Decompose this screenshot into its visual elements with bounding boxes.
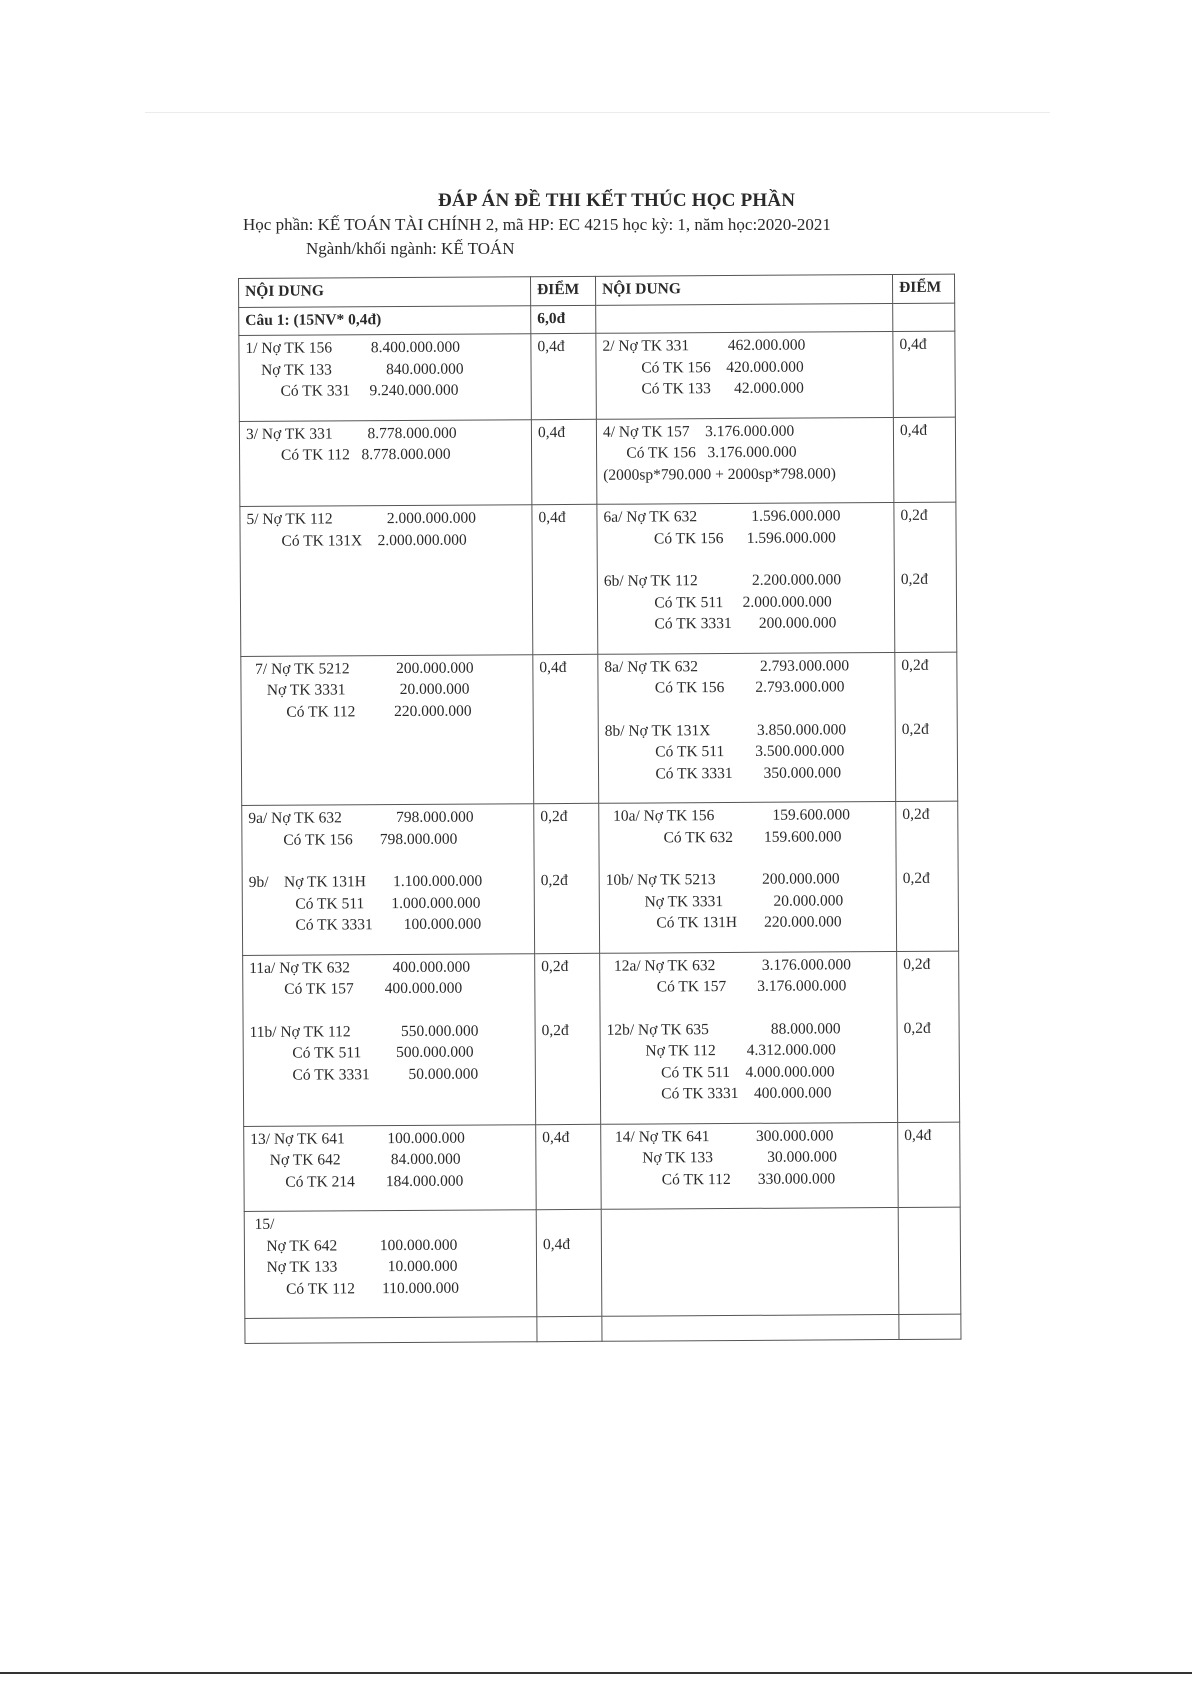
entry-line: Có TK 156 3.176.000.000	[603, 443, 797, 462]
score-value	[900, 505, 949, 548]
score-text: 0,4đ	[904, 1126, 932, 1144]
major-line: Ngành/khối ngành: KẾ TOÁN	[306, 239, 515, 258]
table-row	[241, 652, 958, 806]
journal-entry	[607, 1125, 891, 1191]
entry-line: 4/ Nợ TK 157 3.176.000.000	[602, 422, 795, 441]
score-text: 0,2đ	[903, 1019, 931, 1037]
score-text: 0,2đ	[903, 955, 931, 973]
journal-entry	[606, 868, 890, 934]
score-text: 0,2đ	[902, 869, 930, 887]
score-value	[542, 1126, 594, 1191]
header-content-right: NỘI DUNG	[595, 275, 892, 305]
journal-entry	[605, 719, 889, 785]
score-text: 0,4đ	[899, 421, 928, 439]
entry-line: 12a/ Nợ TK 632 3.176.000.000	[606, 955, 851, 975]
entry-line: Nợ TK 3331 20.000.000	[247, 680, 470, 699]
journal-entry	[248, 806, 527, 851]
entry-score-left	[532, 504, 598, 654]
score-value	[904, 1017, 954, 1103]
entry-score-left	[536, 1124, 602, 1210]
blank-cell	[899, 1314, 961, 1339]
journal-entry	[250, 1020, 529, 1086]
entry-line: (2000sp*790.000 + 2000sp*798.000)	[603, 464, 836, 484]
entry-line: Có TK 112 8.778.000.000	[246, 445, 451, 464]
entry-score-left	[535, 953, 601, 1124]
table-row	[244, 1207, 961, 1318]
entry-content-right	[600, 951, 898, 1124]
entry-line: 6a/ Nợ TK 632 1.596.000.000	[603, 507, 841, 526]
entry-line: Có TK 156 1.596.000.000	[603, 528, 836, 548]
entry-line: 10b/ Nợ TK 5213 200.000.000	[605, 870, 840, 889]
entry-content-left	[239, 334, 532, 421]
score-text: 0,4đ	[538, 509, 566, 527]
entry-score-left	[531, 333, 597, 419]
journal-entry	[604, 569, 888, 635]
question-label: Câu 1: (15NV* 0,4đ)	[239, 305, 531, 335]
entry-line: 3/ Nợ TK 331 8.778.000.000	[245, 424, 457, 443]
entry-content-right	[598, 652, 896, 803]
entry-line: Có TK 214 184.000.000	[250, 1172, 464, 1191]
entry-score-right	[898, 1207, 961, 1314]
entry-line: 8a/ Nợ TK 632 2.793.000.000	[604, 656, 850, 676]
blank-cell	[602, 1314, 899, 1341]
blank-cell	[537, 1316, 602, 1341]
header-score-right: ĐIỂM	[892, 274, 954, 303]
score-text: 0,2đ	[541, 957, 569, 975]
entry-score-left	[536, 1209, 602, 1316]
entry-content-right	[596, 417, 894, 504]
score-value	[903, 953, 952, 996]
score-value	[901, 569, 950, 634]
entry-line: 1/ Nợ TK 156 8.400.000.000	[245, 338, 461, 357]
entry-line: Nợ TK 3331 20.000.000	[605, 891, 844, 911]
entry-line: 11a/ Nợ TK 632 400.000.000	[249, 958, 471, 977]
score-text: 0,4đ	[539, 658, 567, 676]
entry-line: 2/ Nợ TK 331 462.000.000	[602, 336, 806, 355]
entry-line: Nợ TK 133 30.000.000	[607, 1148, 838, 1167]
entry-score-right	[897, 951, 960, 1122]
score-text: 0,2đ	[540, 807, 568, 826]
entry-line: Có TK 511 4.000.000.000	[606, 1062, 835, 1082]
score-value	[540, 806, 592, 849]
entry-content-left	[242, 804, 535, 955]
journal-entry	[607, 1018, 892, 1106]
question-empty-score	[893, 303, 955, 332]
journal-entry	[251, 1212, 531, 1300]
score-text: 0,2đ	[540, 871, 568, 890]
entry-line: Có TK 131X 2.000.000.000	[246, 531, 467, 550]
entry-line: Nợ TK 133 840.000.000	[245, 360, 464, 379]
entry-line: Có TK 511 500.000.000	[249, 1043, 474, 1062]
entry-line: 5/ Nợ TK 112 2.000.000.000	[246, 509, 477, 528]
journal-entry	[602, 334, 886, 400]
entry-line: 12b/ Nợ TK 635 88.000.000	[606, 1019, 841, 1039]
entry-content-right	[601, 1122, 899, 1209]
entry-line: Có TK 3331 200.000.000	[604, 614, 837, 633]
table-row	[239, 331, 956, 421]
score-text: 0,4đ	[542, 1235, 571, 1253]
entry-score-right	[895, 652, 958, 802]
top-rule	[145, 112, 1050, 113]
entry-line: Nợ TK 112 4.312.000.000	[606, 1041, 836, 1060]
entry-line: Có TK 157 3.176.000.000	[606, 977, 847, 996]
entry-line: Có TK 156 2.793.000.000	[604, 678, 845, 697]
entry-line: Có TK 3331 400.000.000	[606, 1084, 832, 1103]
entry-line: 11b/ Nợ TK 112 550.000.000	[249, 1022, 479, 1041]
entry-line: Có TK 3331 350.000.000	[604, 763, 842, 783]
bottom-rule	[0, 1672, 1192, 1674]
entry-line: Có TK 3331 100.000.000	[248, 915, 482, 934]
answer-table	[238, 274, 961, 1344]
entry-line: Có TK 156 420.000.000	[602, 358, 804, 377]
entry-content-left	[241, 654, 534, 805]
entry-score-right	[893, 331, 956, 417]
header-content-left: NỘI DUNG	[239, 277, 531, 307]
journal-entry	[606, 954, 890, 999]
entry-line: Có TK 112 220.000.000	[247, 702, 472, 721]
score-value	[902, 718, 951, 783]
entry-line: Có TK 157 400.000.000	[249, 979, 463, 998]
entry-line: 10a/ Nợ TK 156 159.600.000	[605, 806, 851, 825]
score-text: 0,2đ	[902, 805, 930, 823]
entry-score-right	[894, 502, 957, 652]
journal-entry	[250, 1127, 529, 1193]
entry-line: Nợ TK 642 84.000.000	[250, 1150, 461, 1169]
score-value	[903, 868, 952, 933]
entry-content-left	[244, 1124, 537, 1211]
entry-content-left	[240, 505, 533, 656]
entry-line: 8b/ Nợ TK 131X 3.850.000.000	[604, 720, 847, 740]
entry-line: Nợ TK 133 10.000.000	[250, 1257, 458, 1276]
score-value	[543, 1212, 596, 1298]
table-row	[240, 502, 957, 656]
score-text: 0,2đ	[901, 656, 929, 674]
entry-content-right	[599, 801, 897, 952]
table-row	[242, 801, 959, 955]
question-row	[239, 303, 955, 336]
entry-score-left	[534, 803, 600, 953]
table-header-row	[239, 274, 955, 307]
score-text: 0,2đ	[900, 570, 929, 588]
entry-score-right	[898, 1122, 961, 1208]
table-row	[243, 951, 960, 1126]
entry-score-left	[533, 654, 599, 804]
entry-score-right	[896, 801, 959, 951]
entry-line: Có TK 331 9.240.000.000	[245, 381, 459, 400]
entry-line: 13/ Nợ TK 641 100.000.000	[250, 1129, 465, 1148]
table-row	[244, 1122, 961, 1212]
entry-line: Có TK 3331 50.000.000	[249, 1065, 479, 1084]
score-value	[538, 421, 590, 464]
entry-content-right	[601, 1207, 899, 1316]
entry-content-left	[244, 1210, 537, 1319]
entry-line: Có TK 632 159.600.000	[605, 827, 842, 847]
entry-line: Nợ TK 642 100.000.000	[250, 1236, 458, 1255]
score-value	[541, 870, 593, 935]
entry-line: Có TK 133 42.000.000	[602, 379, 804, 398]
entry-score-left	[531, 419, 597, 505]
entry-line: 9a/ Nợ TK 632 798.000.000	[248, 808, 474, 827]
score-text: 0,2đ	[900, 506, 928, 524]
entry-line: Có TK 112 110.000.000	[251, 1279, 460, 1298]
score-value	[537, 336, 589, 401]
question-score: 6,0đ	[531, 305, 596, 334]
score-text: 0,2đ	[901, 720, 929, 738]
blank-cell	[245, 1317, 537, 1344]
journal-entry	[249, 956, 528, 1001]
entry-line: Có TK 511 2.000.000.000	[603, 592, 832, 612]
score-value	[901, 654, 950, 697]
entry-line: 14/ Nợ TK 641 300.000.000	[607, 1126, 834, 1146]
journal-entry	[605, 804, 889, 849]
score-text: 0,4đ	[542, 1128, 570, 1146]
entry-line: Có TK 156 798.000.000	[248, 830, 458, 849]
journal-entry	[603, 420, 887, 486]
entry-score-right	[893, 417, 956, 503]
score-text: 0,4đ	[537, 423, 566, 441]
entry-content-right	[597, 502, 895, 653]
score-text: 0,4đ	[537, 338, 565, 356]
score-value	[904, 1124, 953, 1189]
entry-line: 9b/ Nợ TK 131H 1.100.000.000	[248, 872, 483, 891]
entry-line: Có TK 131H 220.000.000	[605, 913, 842, 932]
journal-entry	[246, 507, 525, 552]
journal-entry	[604, 655, 888, 700]
journal-entry	[246, 422, 525, 467]
score-value	[902, 804, 951, 847]
score-text: 0,2đ	[541, 1021, 569, 1039]
score-value	[541, 955, 593, 998]
entry-line: Có TK 511 3.500.000.000	[604, 742, 845, 761]
entry-line: Có TK 112 330.000.000	[607, 1169, 836, 1189]
journal-entry	[249, 870, 528, 936]
entry-line: 7/ Nợ TK 5212 200.000.000	[247, 659, 474, 678]
entry-content-left	[243, 953, 536, 1126]
entry-content-left	[239, 419, 532, 506]
course-line: Học phần: KẾ TOÁN TÀI CHÍNH 2, mã HP: EC 4215 học kỳ: 1, năm học:2020-2021	[243, 215, 831, 234]
document-title: ĐÁP ÁN ĐỀ THI KẾT THÚC HỌC PHẦN	[438, 190, 796, 211]
header-score-left: ĐIỂM	[530, 276, 595, 305]
entry-content-right	[596, 332, 894, 419]
entry-line: 6b/ Nợ TK 112 2.200.000.000	[603, 571, 842, 590]
journal-entry	[603, 505, 887, 550]
entry-line: Có TK 511 1.000.000.000	[248, 894, 481, 913]
blank-row	[245, 1314, 961, 1343]
answer-table-container	[238, 278, 954, 1296]
score-text: 0,4đ	[899, 335, 927, 353]
journal-entry	[247, 657, 526, 723]
score-value	[538, 507, 590, 550]
table-row	[239, 417, 956, 507]
entry-line: 15/	[250, 1215, 275, 1233]
journal-entry	[245, 336, 524, 402]
score-value	[539, 656, 591, 721]
score-value	[900, 419, 949, 484]
score-value	[899, 334, 948, 399]
question-empty	[596, 303, 893, 333]
score-value	[542, 1019, 594, 1084]
